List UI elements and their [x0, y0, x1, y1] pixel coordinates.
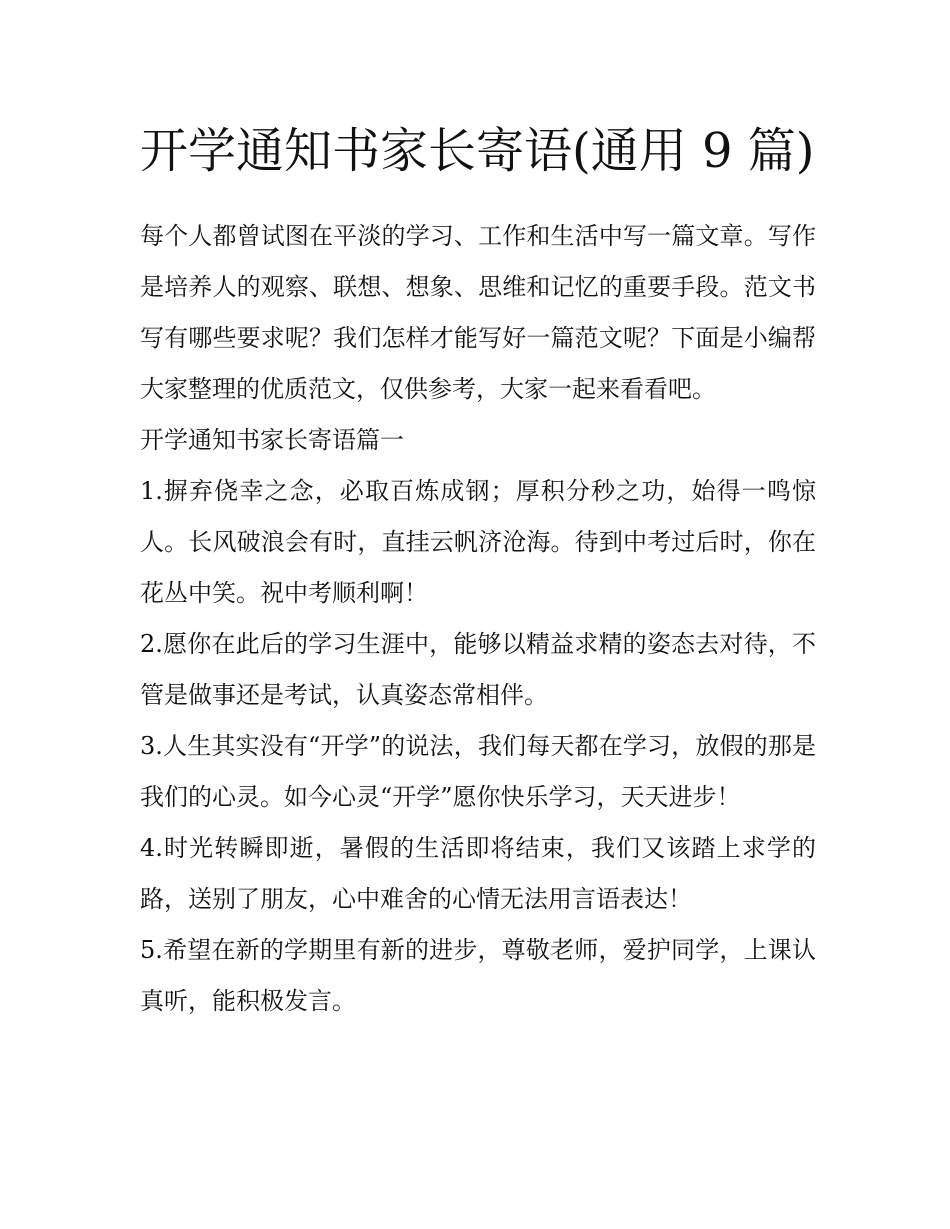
document-content: [140, 112, 816, 1027]
list-item: 1.摒弃侥幸之念，必取百炼成钢；厚积分秒之功，始得一鸣惊人。长风破浪会有时，直挂云帆济沧海。待到中考过后时，你在花丛中笑。祝中考顺利啊！: [140, 477, 816, 607]
document-body: [140, 211, 816, 1027]
document-title: 开学通知书家长寄语(通用 9 篇): [140, 123, 815, 179]
list-item: 5.希望在新的学期里有新的进步，尊敬老师，爱护同学，上课认真听，能积极发言。: [140, 936, 816, 1015]
intro-paragraph: 每个人都曾试图在平淡的学习、工作和生活中写一篇文章。写作是培养人的观察、联想、想象、思维和记忆的重要手段。范文书写有哪些要求呢？我们怎样才能写好一篇范文呢？下面是小编帮大家整理的优质范文，仅供参考，大家一起来看看吧。: [140, 222, 816, 403]
list-item: 4.时光转瞬即逝，暑假的生活即将结束，我们又该踏上求学的路，送别了朋友，心中难舍的心情无法用言语表达！: [140, 834, 816, 913]
list-item: 3.人生其实没有“开学”的说法，我们每天都在学习，放假的那是我们的心灵。如今心灵“开学”愿你快乐学习，天天进步！: [140, 732, 816, 811]
section-heading: 开学通知书家长寄语篇一: [140, 426, 404, 454]
list-item: 2.愿你在此后的学习生涯中，能够以精益求精的姿态去对待，不管是做事还是考试，认真姿态常相伴。: [140, 630, 816, 709]
